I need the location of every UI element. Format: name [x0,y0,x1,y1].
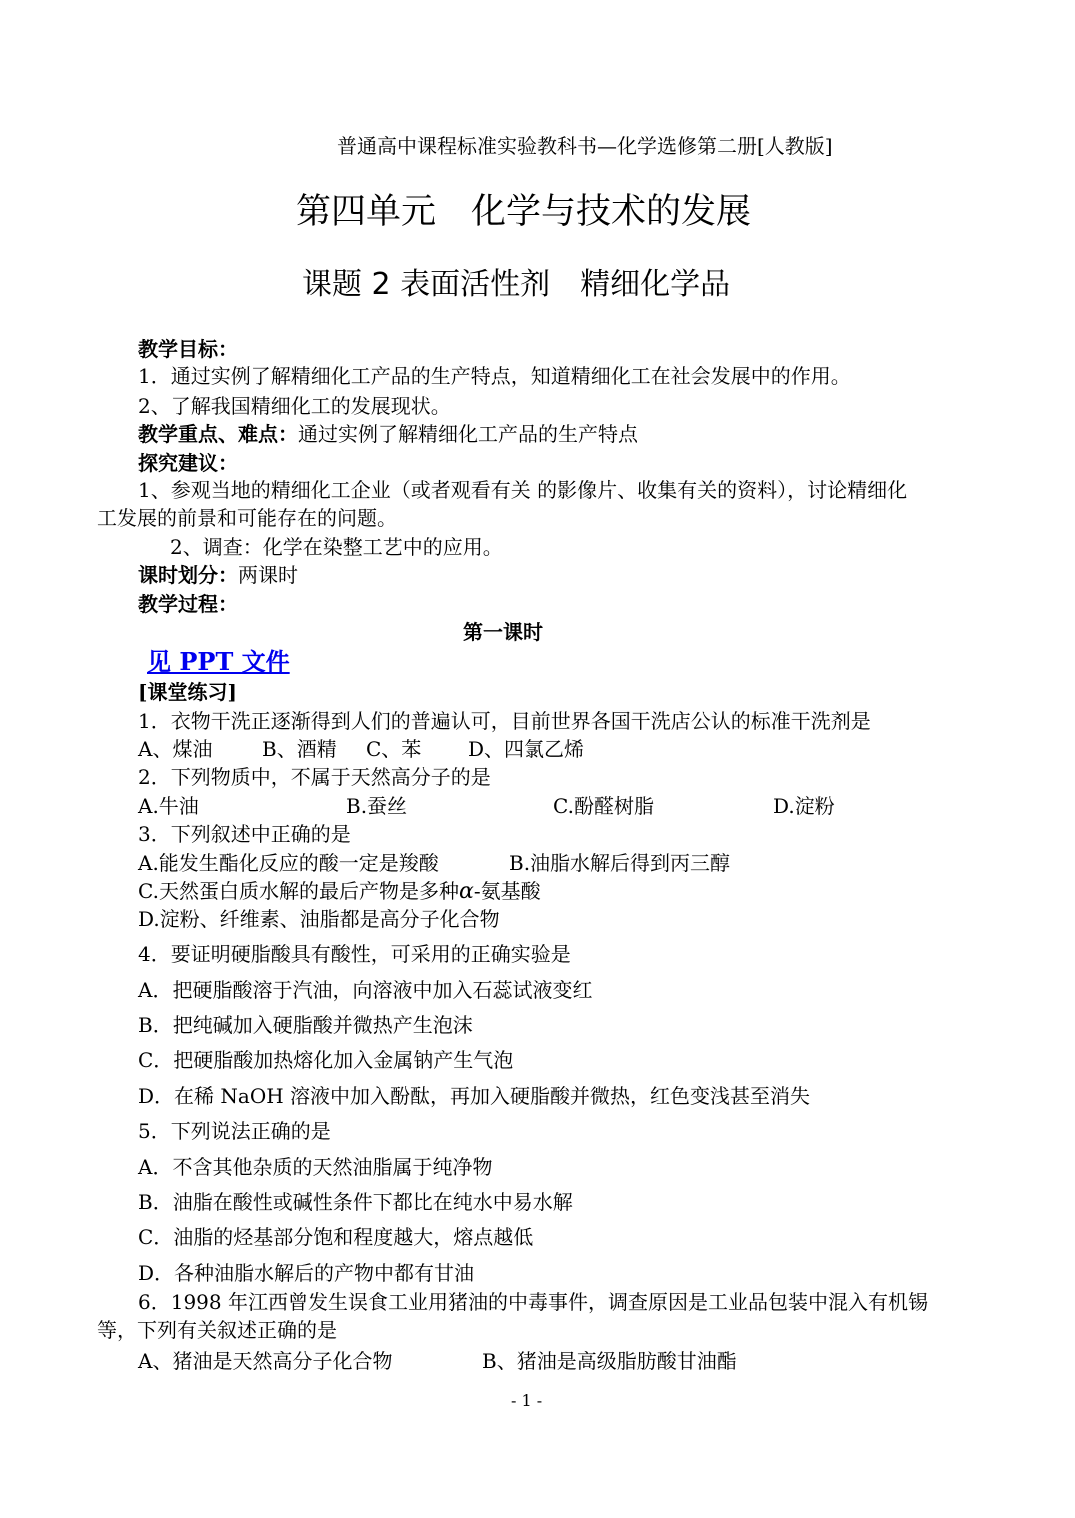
goal-item: 2、了解我国精细化工的发展现状。 [138,394,451,418]
goals-label: 教学目标： [138,337,238,361]
question-1-option-d: D、四氯乙烯 [468,737,585,761]
question-2-option-b: B.蚕丝 [346,794,408,818]
question-6-option-a: A、猪油是天然高分子化合物 [138,1349,393,1373]
goal-item: 1．通过实例了解精细化工产品的生产特点，知道精细化工在社会发展中的作用。 [138,364,851,388]
question-6-option-b: B、猪油是高级脂肪酸甘油酯 [482,1349,737,1373]
question-2-stem: 2．下列物质中，不属于天然高分子的是 [138,765,491,789]
question-3-option-a: A.能发生酯化反应的酸一定是羧酸 [138,851,439,875]
book-series-line: 普通高中课程标准实验教科书—化学选修第二册[人教版] [337,134,833,158]
suggestion-item-1-line2: 工发展的前景和可能存在的问题。 [97,506,397,530]
question-6-stem-line2: 等，下列有关叙述正确的是 [97,1318,337,1342]
question-3-option-c-text: C.天然蛋白质水解的最后产物是多种 [138,879,459,903]
question-1-option-b: B、酒精 [262,737,337,761]
hours-label: 课时划分： [138,563,238,587]
question-3-option-d: D.淀粉、纤维素、油脂都是高分子化合物 [138,907,500,931]
question-4-option-a: A．把硬脂酸溶于汽油，向溶液中加入石蕊试液变红 [138,978,593,1002]
question-2-option-a: A.牛油 [138,794,199,818]
question-5-option-c: C．油脂的烃基部分饱和程度越大，熔点越低 [138,1225,534,1249]
first-lesson-heading: 第一课时 [463,620,543,644]
question-4-stem: 4．要证明硬脂酸具有酸性，可采用的正确实验是 [138,942,571,966]
lesson-title: 课题 2 表面活性剂 精细化学品 [302,267,731,302]
question-3-option-b: B.油脂水解后得到丙三醇 [509,851,731,875]
page-number: - 1 - [511,1391,543,1410]
question-5-stem: 5．下列说法正确的是 [138,1119,331,1143]
question-5-option-a: A．不含其他杂质的天然油脂属于纯净物 [138,1155,493,1179]
question-6-stem-line1: 6．1998 年江西曾发生误食工业用猪油的中毒事件，调查原因是工业品包装中混入有机锡 [138,1290,928,1314]
question-5-option-d: D．各种油脂水解后的产物中都有甘油 [138,1261,475,1285]
alpha-symbol: α [458,879,474,904]
question-4-option-d: D．在稀 NaOH 溶液中加入酚酞，再加入硬脂酸并微热，红色变浅甚至消失 [138,1084,811,1108]
question-2-option-d: D.淀粉 [773,794,835,818]
ppt-file-link[interactable]: 见 PPT 文件 [147,647,290,676]
question-3-stem: 3．下列叙述中正确的是 [138,822,351,846]
question-1-option-c: C、苯 [366,737,422,761]
suggestions-label: 探究建议： [138,451,238,475]
keypoints-label: 教学重点、难点： [138,422,298,446]
question-4-option-c: C．把硬脂酸加热熔化加入金属钠产生气泡 [138,1048,514,1072]
question-5-option-b: B．油脂在酸性或碱性条件下都比在纯水中易水解 [138,1190,573,1214]
suggestion-item-1-line1: 1、参观当地的精细化工企业（或者观看有关 的影像片、收集有关的资料），讨论精细化 [138,478,908,502]
question-2-option-c: C.酚醛树脂 [553,794,654,818]
question-1-option-a: A、煤油 [138,737,213,761]
hours-line [138,563,298,587]
suggestion-item-2: 2、调查：化学在染整工艺中的应用。 [170,535,503,559]
question-3-option-c [138,879,541,904]
question-3-option-c-suffix: -氨基酸 [473,879,541,903]
unit-title: 第四单元 化学与技术的发展 [296,192,752,232]
question-4-option-b: B．把纯碱加入硬脂酸并微热产生泡沫 [138,1013,473,1037]
question-1-stem: 1．衣物干洗正逐渐得到人们的普遍认可，目前世界各国干洗店公认的标准干洗剂是 [138,709,871,733]
hours-text: 两课时 [238,563,298,587]
keypoints-text: 通过实例了解精细化工产品的生产特点 [298,422,638,446]
keypoints-line [138,422,638,446]
process-label: 教学过程： [138,592,238,616]
exercise-label: [课堂练习] [138,680,237,704]
